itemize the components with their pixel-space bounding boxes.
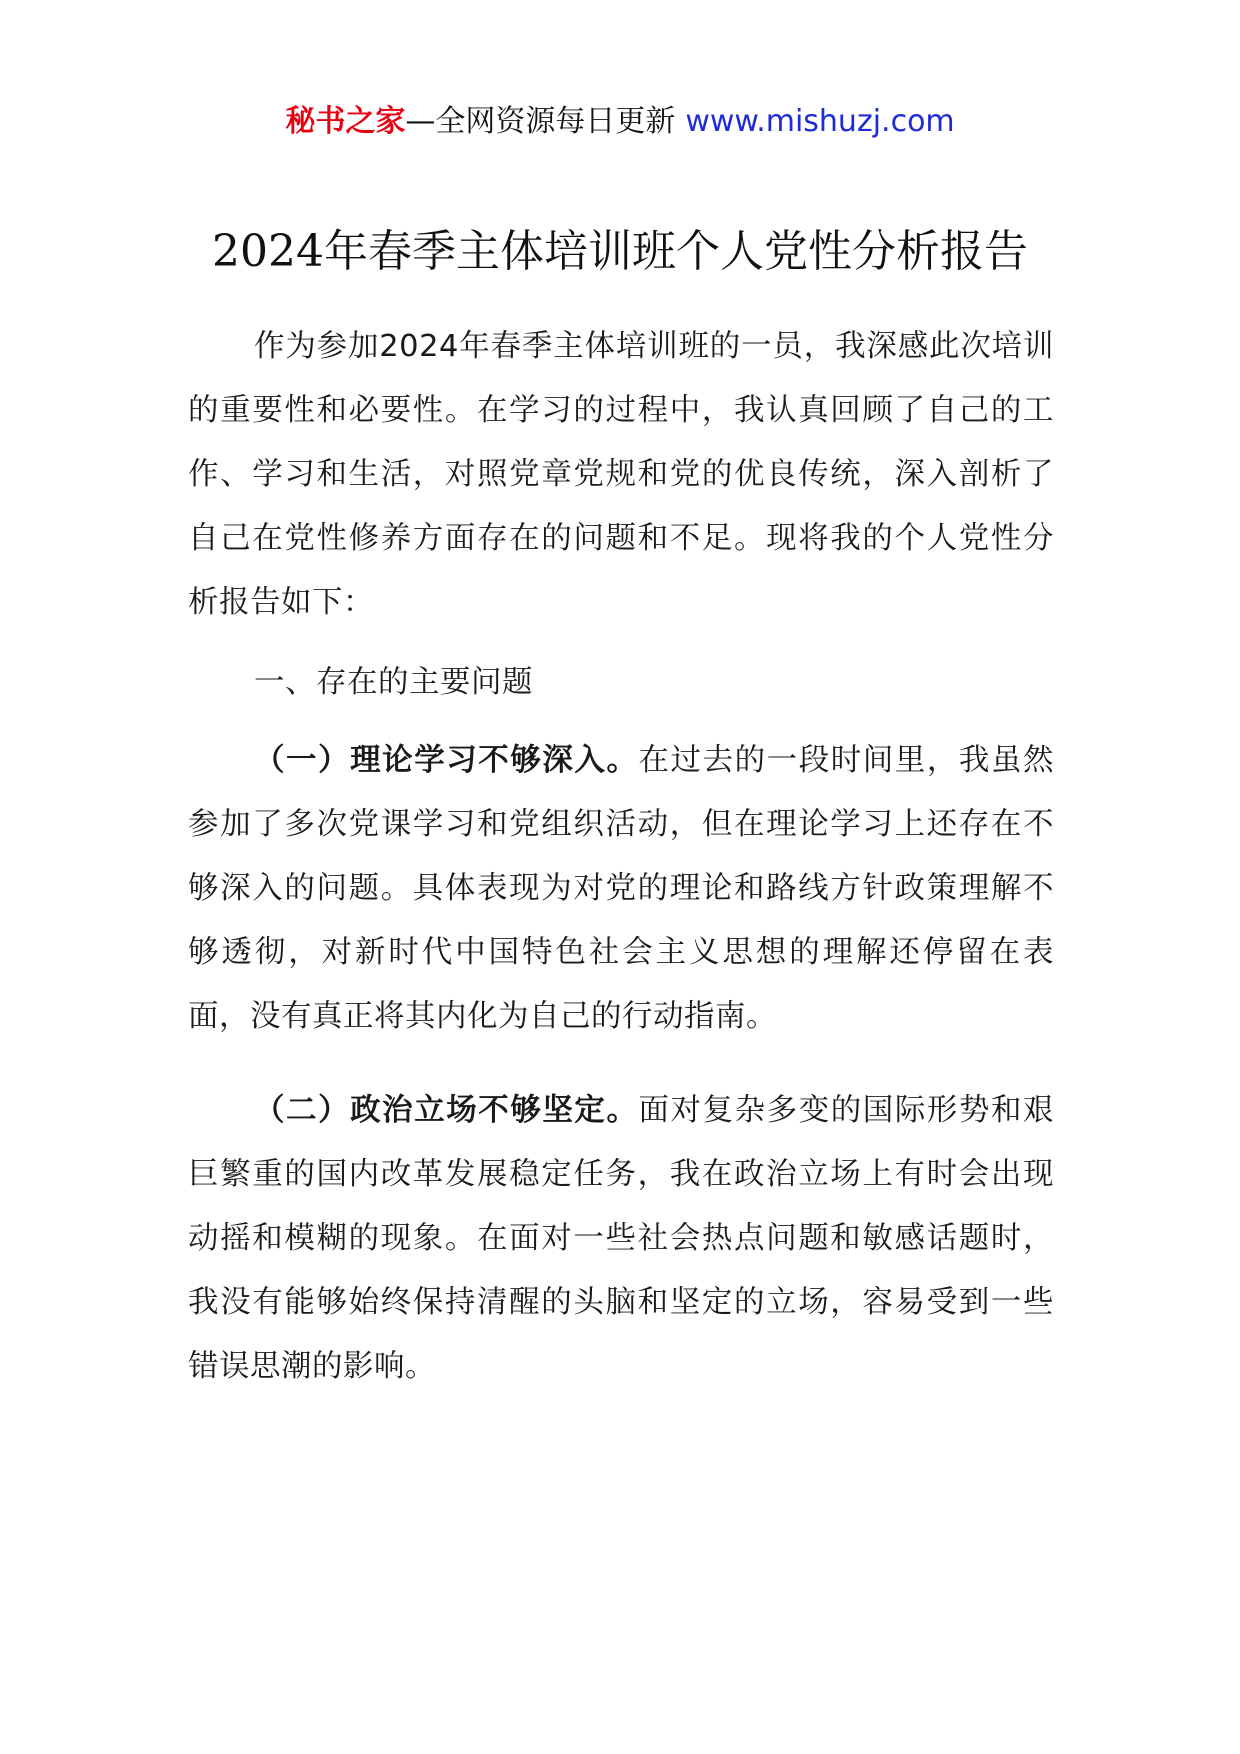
site-header xyxy=(0,100,1240,144)
document-title xyxy=(0,222,1240,282)
subsection-paragraph xyxy=(188,1079,1054,1399)
subsection-body: 面对复杂多变的国际形势和艰巨繁重的国内改革发展稳定任务，我在政治立场上有时会出现动摇和模糊的现象。在面对一些社会热点问题和敏感话题时，我没有能够始终保持清醒的头脑和坚定的立场，容易受到一些错误思潮的影响。 xyxy=(188,1093,1054,1384)
site-brand: 秘书之家 xyxy=(285,104,406,139)
document-body xyxy=(188,315,1054,1399)
site-tagline: —全网资源每日更新 xyxy=(405,104,676,139)
intro-paragraph: 作为参加2024年春季主体培训班的一员，我深感此次培训的重要性和必要性。在学习的过程中，我认真回顾了自己的工作、学习和生活，对照党章党规和党的优良传统，深入剖析了自己在党性修养方面存在的问题和不足。现将我的个人党性分析报告如下： xyxy=(188,329,1054,620)
subsection-paragraph xyxy=(188,729,1054,1049)
section-heading: 一、存在的主要问题 xyxy=(254,665,533,700)
site-url-link[interactable]: www.mishuzj.com xyxy=(685,104,955,139)
document-title-text: 年春季主体培训班个人党性分析报告 xyxy=(323,226,1028,277)
document-title-year: 2024 xyxy=(212,226,324,277)
subsection-heading: （二）政治立场不够坚定。 xyxy=(254,1093,639,1128)
subsection-heading: （一）理论学习不够深入。 xyxy=(254,743,639,778)
subsection-body: 在过去的一段时间里，我虽然参加了多次党课学习和党组织活动，但在理论学习上还存在不够深入的问题。具体表现为对党的理论和路线方针政策理解不够透彻，对新时代中国特色社会主义思想的理解还停留在表面，没有真正将其内化为自己的行动指南。 xyxy=(188,743,1054,1034)
